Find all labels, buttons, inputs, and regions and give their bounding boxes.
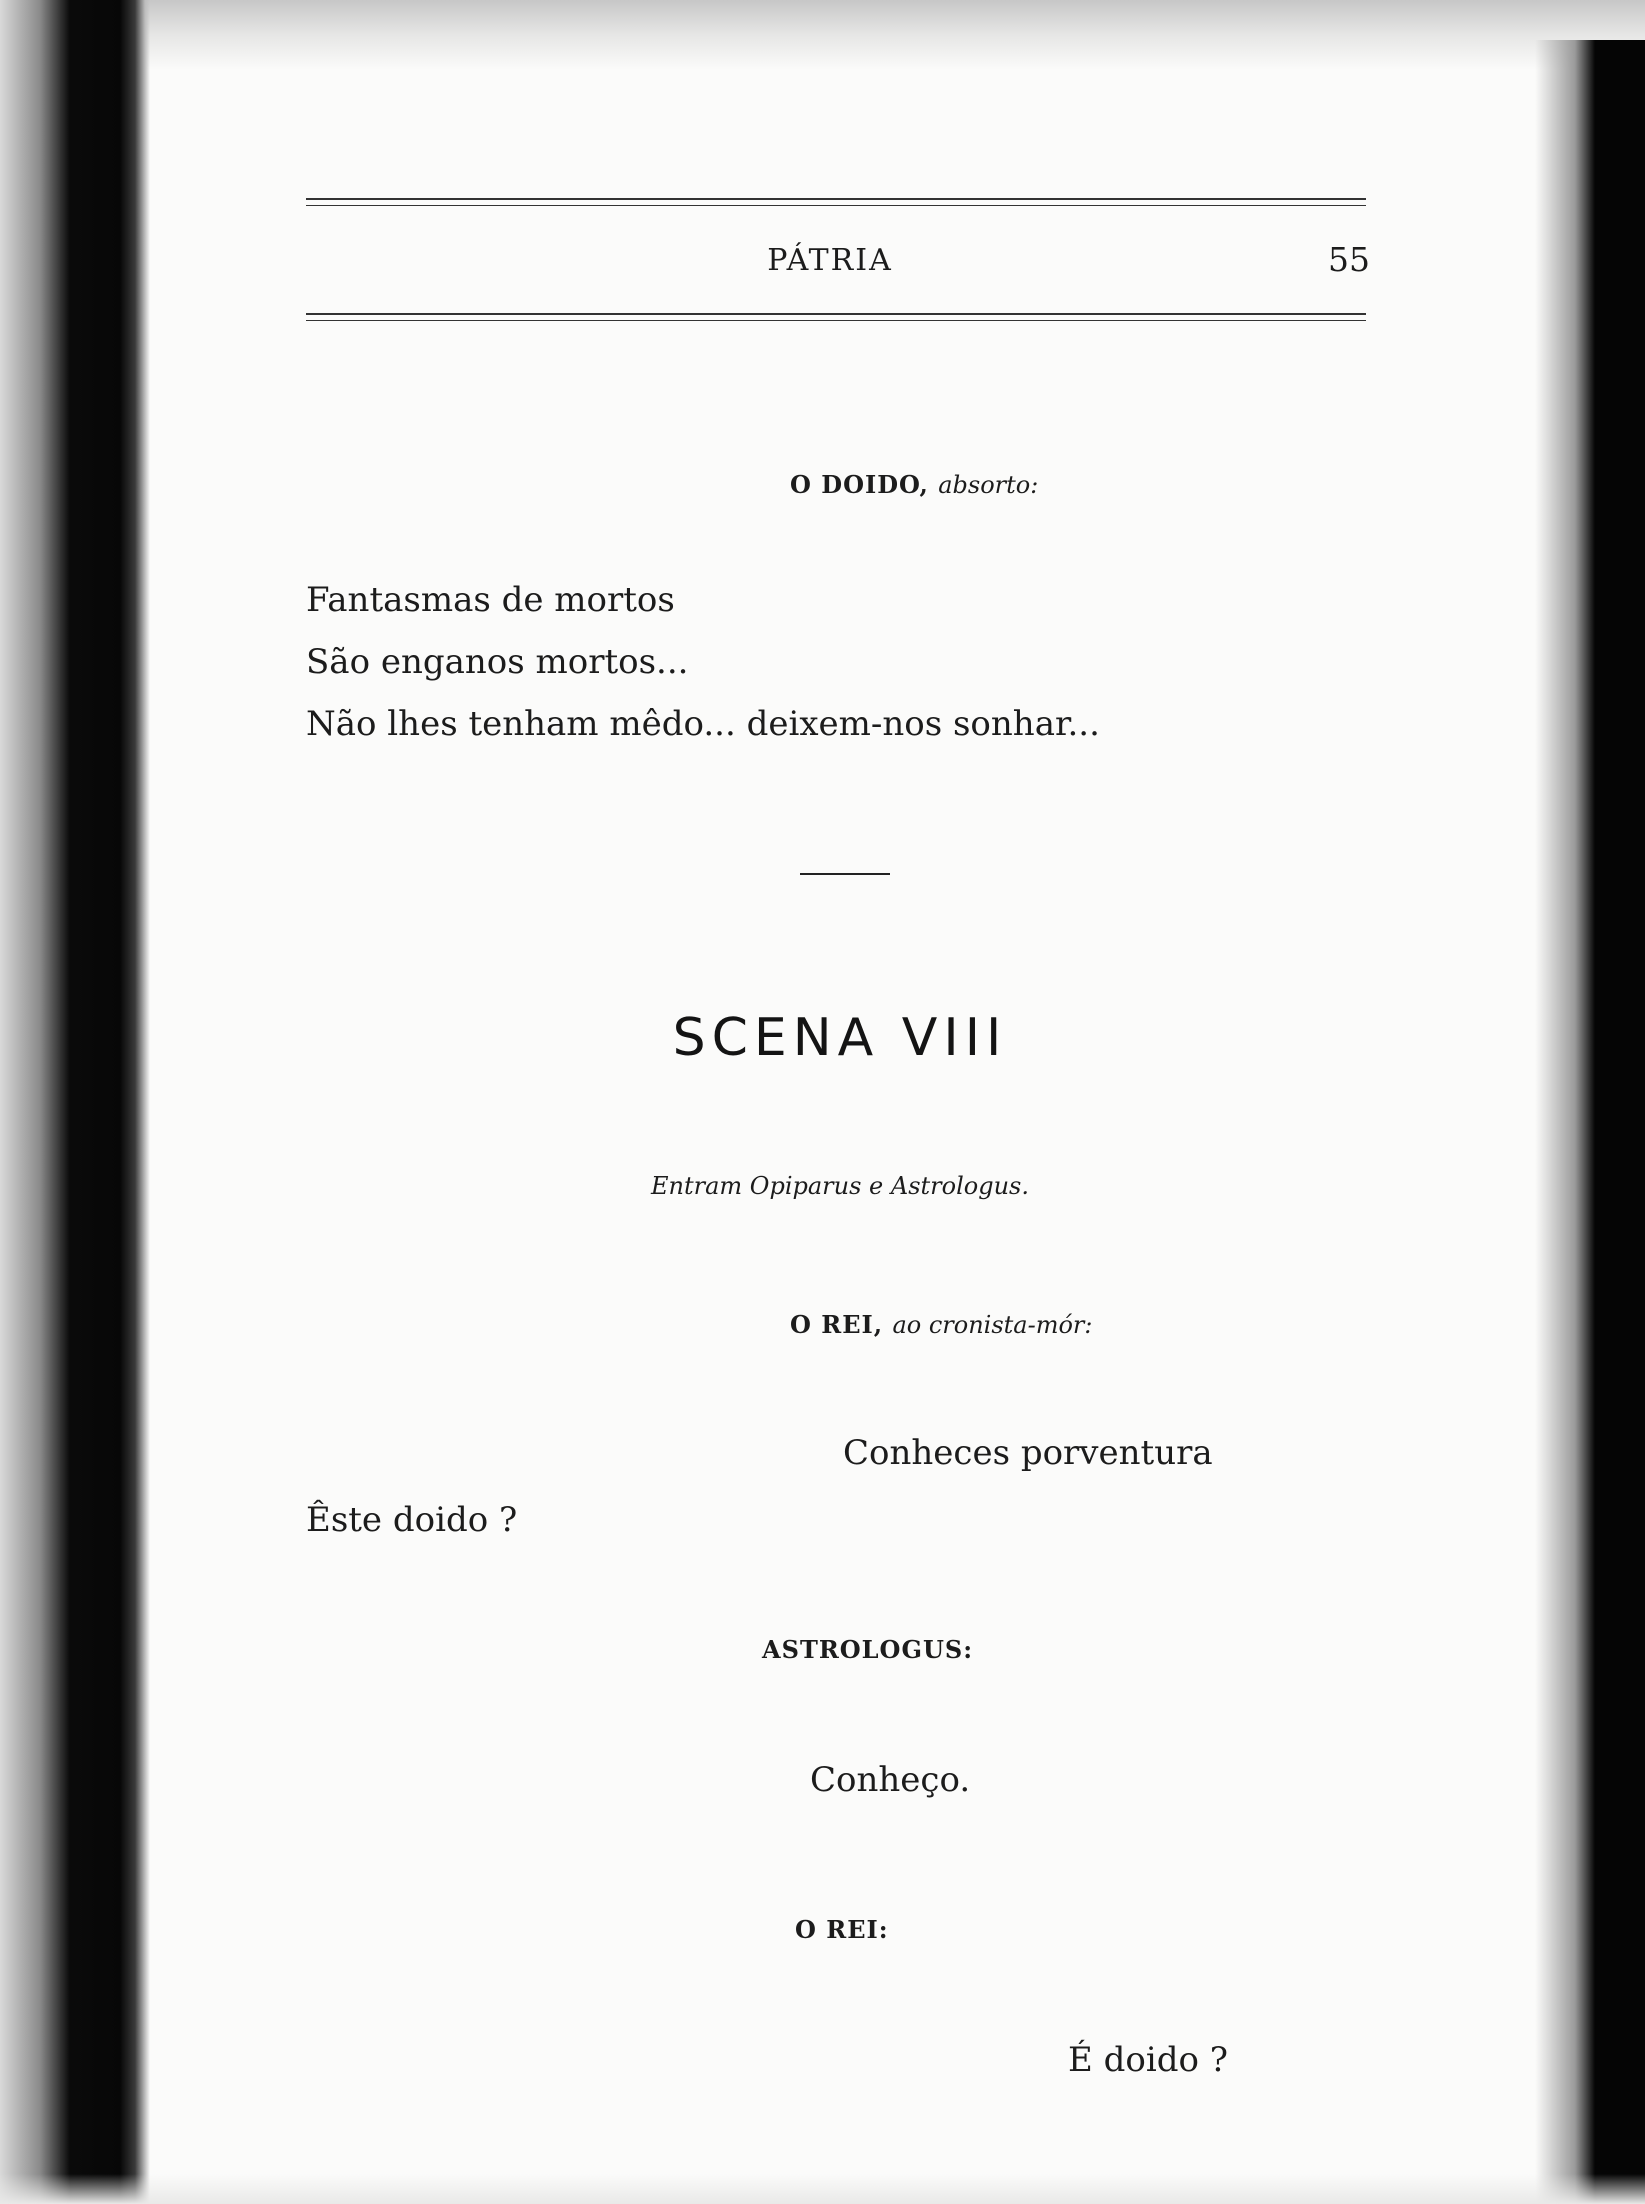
scene-separator xyxy=(800,873,890,875)
running-title: PÁTRIA xyxy=(767,243,893,278)
verse-line: Êste doido ? xyxy=(306,1500,518,1540)
verse-line: São enganos mortos... xyxy=(306,642,689,682)
speaker-astrologus: ASTROLOGUS: xyxy=(762,1635,974,1664)
scan-shadow-top xyxy=(0,0,1645,70)
scan-shadow-bottom xyxy=(0,2174,1645,2204)
verse-line: Fantasmas de mortos xyxy=(306,580,675,620)
verse-line: Conheço. xyxy=(810,1760,971,1800)
speaker-direction: ao cronista-mór: xyxy=(892,1311,1093,1339)
verse-line: Não lhes tenham mêdo... deixem-nos sonhar... xyxy=(306,704,1100,744)
page-number: 55 xyxy=(1328,240,1370,279)
verse-line: Conheces porventura xyxy=(843,1433,1213,1473)
speaker-rei-2: O REI: xyxy=(795,1915,889,1944)
header-rule-top xyxy=(306,198,1366,200)
speaker-direction: absorto: xyxy=(938,471,1039,499)
scan-shadow-right xyxy=(1535,40,1645,2204)
speaker-doido xyxy=(790,470,1038,499)
speaker-name: O REI, xyxy=(790,1310,884,1339)
header-rule-top-thin xyxy=(306,205,1366,206)
speaker-name: O DOIDO, xyxy=(790,470,929,499)
stage-direction: Entram Opiparus e Astrologus. xyxy=(651,1172,1029,1200)
header-rule-bottom-thin xyxy=(306,320,1366,321)
scene-title: SCENA VIII xyxy=(672,1008,1008,1068)
scan-shadow-left xyxy=(0,0,150,2204)
header-rule-bottom xyxy=(306,313,1366,315)
speaker-rei xyxy=(790,1310,1092,1339)
verse-line: É doido ? xyxy=(1068,2040,1229,2080)
